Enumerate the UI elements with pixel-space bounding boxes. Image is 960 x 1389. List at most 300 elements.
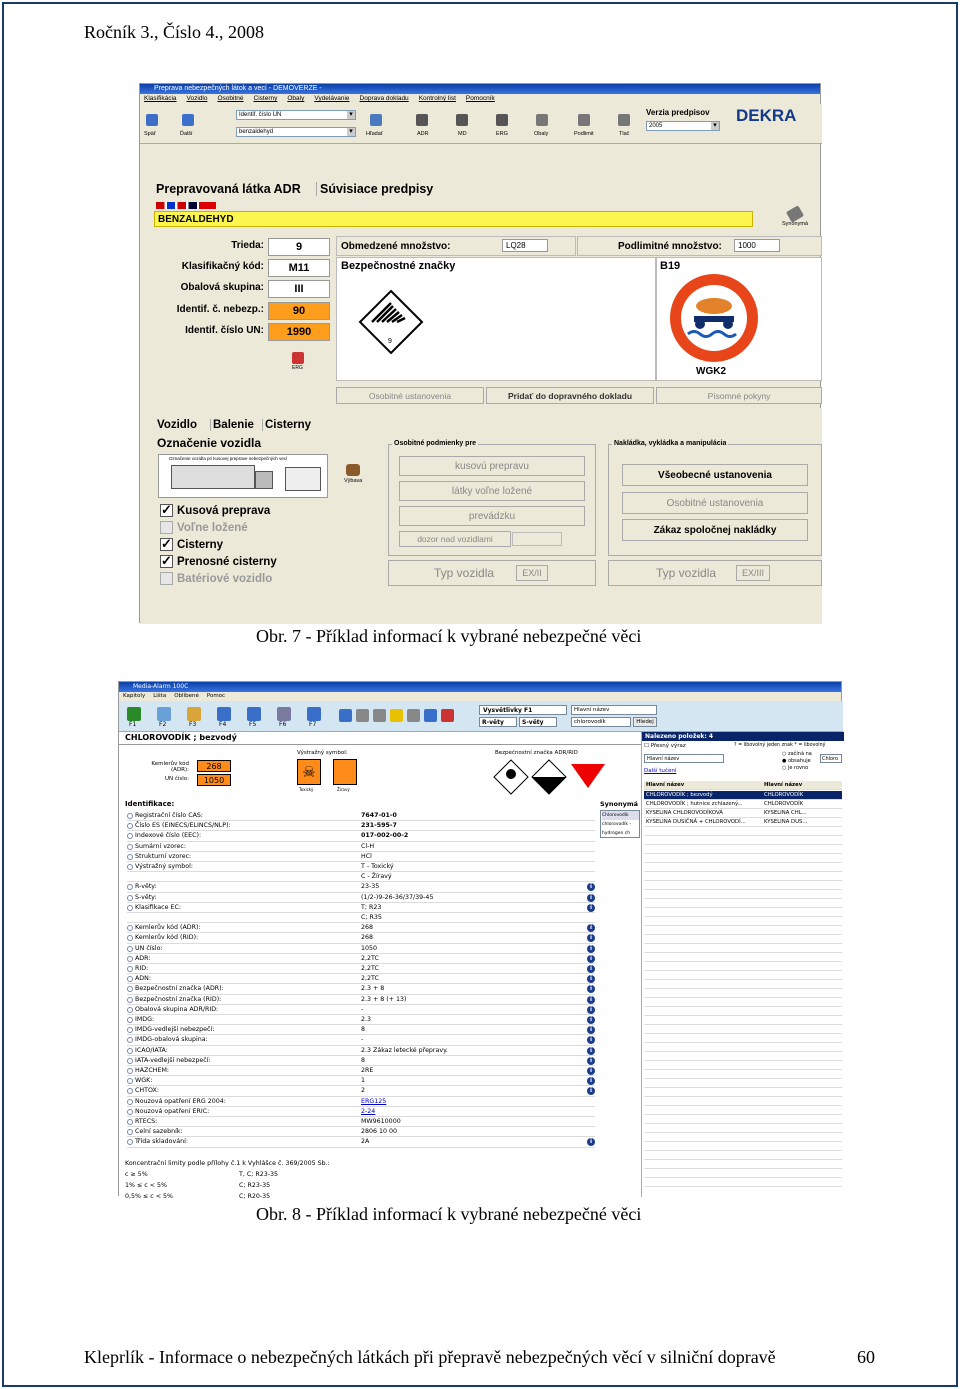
synonym-item[interactable]: chlorovodík -: [602, 822, 632, 827]
concentration-title: Koncentrační limity podle přílohy č.1 k Vyhlášce č. 369/2005 Sb.:: [125, 1160, 330, 1167]
concentration-class: T, C; R23-35: [239, 1171, 279, 1178]
tab-regulations[interactable]: Súvisiace predpisy: [316, 182, 433, 196]
toolbar-function-icon[interactable]: [157, 707, 171, 721]
toolbar-tool-icon[interactable]: [424, 709, 437, 722]
language-flags-icon[interactable]: [156, 202, 216, 209]
info-icon[interactable]: i: [587, 904, 595, 912]
toolbar-tool-icon[interactable]: [356, 709, 369, 722]
version-label: Verzia predpisov: [646, 108, 710, 117]
classification-code-value: M11: [268, 259, 330, 277]
safety-signs-label: Bezpečnostné značky: [341, 260, 456, 272]
property-label: Klasifikace EC:: [135, 903, 181, 911]
property-label: Třída skladování:: [135, 1138, 188, 1146]
podlimit-icon[interactable]: [578, 114, 590, 126]
window-title: Preprava nebezpečných látok a vecí - DEMOVERZE -: [140, 84, 820, 94]
wgk-label: WGK2: [696, 366, 726, 377]
info-icon[interactable]: i: [587, 1026, 595, 1034]
empty-result-row: [644, 1079, 842, 1088]
empty-result-row: [644, 845, 842, 854]
packaging-icon[interactable]: [536, 114, 548, 126]
property-label: Kemlerův kód (ADR):: [135, 924, 201, 932]
property-label: IMDG:: [135, 1016, 155, 1023]
result-name[interactable]: KYSELINA DUSIČNÁ + CHLOROVODÍ...: [646, 819, 746, 825]
menu-item[interactable]: Oblíbené: [174, 693, 199, 699]
bulk-button[interactable]: látky voľne ložené: [399, 481, 585, 501]
written-instructions-button[interactable]: Písomné pokyny: [656, 387, 822, 404]
magnifier-icon[interactable]: [127, 905, 133, 911]
empty-result-row: [644, 1088, 842, 1097]
tab-tanks[interactable]: Cisterny: [262, 419, 311, 431]
magnifier-icon[interactable]: [127, 935, 133, 941]
magnifier-icon[interactable]: [127, 1017, 133, 1023]
exact-expression-checkbox[interactable]: ☐ Přesný výraz: [644, 743, 686, 749]
radio-equals[interactable]: je rovno: [787, 765, 809, 771]
md-icon[interactable]: [456, 114, 468, 126]
toolbar-tool-icon[interactable]: [407, 709, 420, 722]
property-row: [127, 842, 595, 852]
search-button[interactable]: Hledej: [633, 717, 657, 727]
results-count: Nalezeno položek: 4: [642, 732, 844, 741]
magnifier-icon[interactable]: [127, 976, 133, 982]
loading-label: Nakládka, vykládka a manipulácia: [614, 440, 727, 447]
menu-item[interactable]: Kontrolný list: [418, 95, 456, 102]
magnifier-icon[interactable]: [127, 833, 133, 839]
magnifier-icon[interactable]: [127, 854, 133, 860]
result-name-alt[interactable]: CHLOROVODÍK: [764, 801, 804, 807]
property-row: [127, 1117, 595, 1127]
info-icon[interactable]: i: [587, 894, 595, 902]
synonyms-label[interactable]: Synonymá: [782, 221, 808, 227]
packing-group-value: III: [268, 280, 330, 298]
info-icon[interactable]: i: [587, 1006, 595, 1014]
checkbox-box[interactable]: [160, 555, 173, 568]
magnifier-icon[interactable]: [127, 1037, 133, 1043]
add-to-document-button[interactable]: Pridať do dopravného dokladu: [486, 387, 654, 404]
supervision-button[interactable]: dozor nad vozidlami: [399, 531, 511, 547]
print-icon[interactable]: [618, 114, 630, 126]
ex3-button[interactable]: EX/III: [736, 565, 770, 581]
vehicle-type-label-right: Typ vozidla: [656, 566, 717, 580]
limited-qty-value: LQ28: [502, 239, 548, 252]
info-icon[interactable]: i: [587, 985, 595, 993]
empty-result-row: [644, 1007, 842, 1016]
toolbar-tool-icon[interactable]: [339, 709, 352, 722]
no-entry-water-sign-icon: [668, 272, 760, 364]
magnifier-icon[interactable]: [127, 813, 133, 819]
magnifier-icon[interactable]: [127, 1078, 133, 1084]
hazard-id-value: 90: [268, 302, 330, 320]
menu-item[interactable]: Klasifikácia: [144, 95, 177, 102]
erg-book-icon[interactable]: [292, 352, 304, 364]
toolbar-function-icon[interactable]: [307, 707, 321, 721]
next-icon[interactable]: [182, 114, 194, 126]
erg-book-label[interactable]: ERG: [292, 365, 303, 371]
version-select[interactable]: 2005 ▾: [646, 121, 720, 131]
corrosive-label: Žíravý: [337, 787, 350, 792]
magnifier-icon[interactable]: [127, 956, 133, 962]
property-value: 23-35: [361, 883, 380, 891]
magnifier-icon[interactable]: [127, 1088, 133, 1094]
info-icon[interactable]: i: [587, 965, 595, 973]
menu-item[interactable]: Vozidlo: [186, 95, 208, 102]
property-value: 2,2TC: [361, 975, 379, 983]
empty-result-row: [644, 1124, 842, 1133]
info-icon[interactable]: i: [587, 883, 595, 891]
empty-result-row: [644, 863, 842, 872]
result-name-alt[interactable]: CHLOROVODÍK: [764, 792, 804, 798]
toolbar-tool-icon[interactable]: [373, 709, 386, 722]
property-row: [127, 882, 595, 892]
property-label: Indexové číslo (EEC):: [135, 832, 202, 840]
property-label: R-věty:: [135, 883, 157, 891]
podlimit-label[interactable]: Podlimit: [574, 131, 594, 137]
result-row[interactable]: [644, 818, 842, 827]
property-value: 1050: [361, 944, 378, 952]
info-icon[interactable]: i: [587, 955, 595, 963]
menu-item[interactable]: Pomocník: [465, 95, 495, 102]
search-input[interactable]: chlorovodík: [571, 717, 631, 727]
function-key-label: F2: [159, 721, 167, 728]
property-label: RID:: [135, 965, 149, 972]
radio-starts-with[interactable]: začíná na: [787, 751, 812, 757]
result-name[interactable]: KYSELINA CHLOROVODÍKOVÁ: [646, 810, 723, 816]
toolbar-function-icon[interactable]: [187, 707, 201, 721]
magnifier-icon[interactable]: [127, 823, 133, 829]
magnifier-icon[interactable]: [127, 864, 133, 870]
info-icon[interactable]: i: [587, 1057, 595, 1065]
checkbox-box[interactable]: [160, 538, 173, 551]
truck-cab-icon: [255, 471, 273, 489]
empty-result-row: [644, 1178, 842, 1187]
property-row: [127, 872, 595, 882]
toolbar-tool-icon[interactable]: [390, 709, 403, 722]
property-value: 2RE: [361, 1067, 374, 1074]
property-label: S-věty:: [135, 893, 157, 901]
result-row[interactable]: [644, 809, 842, 818]
result-row[interactable]: [644, 800, 842, 809]
magnifier-icon[interactable]: [127, 1109, 133, 1115]
toolbar: [140, 104, 822, 144]
info-icon[interactable]: i: [587, 1036, 595, 1044]
property-row: [127, 974, 595, 984]
detail-panel: [119, 732, 641, 1200]
empty-result-row: [644, 1070, 842, 1079]
class-label: Trieda:: [231, 240, 264, 251]
synonyms-panel: [596, 798, 641, 1178]
property-label: RTECS:: [135, 1118, 158, 1125]
property-label: ADN:: [135, 975, 151, 983]
menu-item[interactable]: Doprava dokladu: [359, 95, 409, 102]
magnifier-icon[interactable]: [127, 844, 133, 850]
concentration-range: c ≥ 5%: [125, 1171, 148, 1178]
search-label[interactable]: Hľadať: [366, 131, 383, 137]
magnifier-icon[interactable]: [127, 925, 133, 931]
un-number-value: 1990: [268, 323, 330, 341]
property-value: (1/2-)9-26-36/37/39-45: [361, 893, 434, 901]
info-icon[interactable]: i: [587, 934, 595, 942]
property-value: C; R35: [361, 914, 382, 921]
info-icon[interactable]: i: [587, 1016, 595, 1024]
property-row: [127, 1035, 595, 1045]
hazard-id-label: Identif. č. nebezp.:: [176, 304, 264, 315]
property-label: IMDG-vedlejší nebezpečí:: [135, 1026, 215, 1034]
menu-item[interactable]: Lišta: [153, 693, 167, 699]
tab-substance[interactable]: Prepravovaná látka ADR: [156, 182, 301, 196]
info-icon[interactable]: i: [587, 1047, 595, 1055]
vehicle-type-button-right[interactable]: [608, 560, 822, 586]
checkbox-box[interactable]: [160, 572, 173, 585]
synonyms-list[interactable]: [600, 810, 640, 838]
packaging-label[interactable]: Obaly: [534, 131, 549, 137]
more-search-link[interactable]: [644, 768, 676, 774]
info-icon[interactable]: i: [587, 996, 595, 1004]
property-row: [127, 1066, 595, 1076]
menu-item[interactable]: Cisterny: [253, 95, 278, 102]
search-results-panel: [641, 732, 843, 1197]
search-type-select[interactable]: Identif. číslo UN ▾: [236, 110, 356, 120]
menu-item[interactable]: Vydelávanie: [314, 95, 350, 102]
menu-item[interactable]: Kapitoly: [123, 693, 146, 699]
info-icon[interactable]: i: [587, 1138, 595, 1146]
adr-label[interactable]: ADR: [417, 131, 429, 137]
toolbar-function-icon[interactable]: [217, 707, 231, 721]
empty-result-row: [644, 998, 842, 1007]
property-value: 1: [361, 1077, 366, 1085]
magnifier-icon[interactable]: [127, 1007, 133, 1013]
property-row: [127, 1005, 595, 1015]
ex2-button[interactable]: EX/II: [516, 565, 548, 581]
property-row: [127, 1127, 595, 1137]
print-label[interactable]: Tlač: [619, 131, 630, 137]
empty-result-row: [644, 1052, 842, 1061]
function-key-label: F1: [129, 721, 137, 728]
info-icon[interactable]: i: [587, 1067, 595, 1075]
search-icon[interactable]: [370, 114, 382, 126]
checkbox-label: Voľne ložené: [177, 522, 248, 534]
legend-select[interactable]: Vysvětlivky F1: [479, 705, 567, 715]
empty-result-row: [644, 926, 842, 935]
toolbar-tool-icon[interactable]: [441, 709, 454, 722]
property-row: [127, 1025, 595, 1035]
empty-result-row: [644, 1133, 842, 1142]
toolbar-function-icon[interactable]: [247, 707, 261, 721]
property-value: -: [361, 1005, 364, 1013]
hazard-symbol-label: Výstražný symbol:: [297, 750, 348, 756]
special-provisions-button[interactable]: Osobitné ustanovenia: [336, 387, 484, 404]
magnifier-icon[interactable]: [127, 1129, 133, 1135]
info-icon[interactable]: i: [587, 1077, 595, 1085]
exact-expression-label: Přesný výraz: [650, 743, 686, 749]
magnifier-icon[interactable]: [127, 1048, 133, 1054]
empty-result-row: [644, 899, 842, 908]
magnifier-icon[interactable]: [127, 1139, 133, 1145]
empty-result-row: [644, 836, 842, 845]
truck-rear-icon: [285, 467, 321, 491]
property-label: Výstražný symbol:: [135, 863, 193, 870]
property-value[interactable]: ERG125: [361, 1097, 387, 1105]
footer-text: Kleprlík - Informace o nebezpečných látkách při přepravě nebezpečných věcí v silniční dopravě: [84, 1347, 776, 1367]
magnifier-icon[interactable]: [127, 1099, 133, 1105]
property-label: Bezpečnostní značka (ADR):: [135, 985, 224, 993]
mixed-loading-prohibition-button[interactable]: Zákaz spoločnej nakládky: [622, 519, 808, 541]
magnifier-icon[interactable]: [127, 946, 133, 952]
md-label[interactable]: MD: [458, 131, 467, 137]
special-loading-button[interactable]: Osobitné ustanovenia: [622, 492, 808, 514]
erg-label[interactable]: ERG: [496, 131, 508, 137]
equipment-icon[interactable]: [346, 464, 360, 476]
result-row[interactable]: [644, 791, 842, 800]
property-label: CHTOX:: [135, 1087, 159, 1095]
match-mode-radios[interactable]: ○ začíná na ● obsahuje ○ je rovno: [782, 751, 812, 771]
magnifier-icon[interactable]: [127, 884, 133, 890]
property-label: WGK:: [135, 1077, 153, 1085]
synonyms-heading: Synonymá: [600, 800, 639, 808]
checkbox-label: Cisterny: [177, 539, 224, 551]
piece-transport-button[interactable]: kusovú prepravu: [399, 456, 585, 476]
empty-result-row: [644, 1043, 842, 1052]
sub-limit-label: Podlimitné množstvo:: [618, 241, 722, 252]
back-icon[interactable]: [146, 114, 158, 126]
function-key-label: F3: [189, 721, 197, 728]
vehicle-type-checkbox[interactable]: [160, 555, 277, 570]
empty-result-row: [644, 872, 842, 881]
un-code: 1050: [197, 774, 231, 786]
info-icon[interactable]: i: [587, 1087, 595, 1095]
property-row: [127, 893, 595, 903]
magnifier-icon[interactable]: [127, 1027, 133, 1033]
vehicle-type-checkbox[interactable]: [160, 538, 223, 553]
toolbar-function-icon[interactable]: [127, 707, 141, 721]
property-row: [127, 1107, 595, 1117]
magnifier-icon[interactable]: [127, 986, 133, 992]
empty-result-row: [644, 1151, 842, 1160]
property-row: [127, 964, 595, 974]
dekra-logo: DEKRA: [736, 106, 797, 125]
tab-vehicle[interactable]: Vozidlo: [157, 419, 198, 431]
empty-result-row: [644, 1016, 842, 1025]
property-label: ICAO/IATA:: [135, 1046, 168, 1054]
property-value: 017-002-00-2: [361, 832, 409, 840]
magnifier-icon[interactable]: [127, 966, 133, 972]
supervision-field[interactable]: [512, 532, 562, 546]
property-value: 2,2TC: [361, 965, 379, 972]
info-icon[interactable]: i: [587, 924, 595, 932]
r-phrases-select[interactable]: R-věty: [479, 717, 517, 727]
empty-result-row: [644, 1061, 842, 1070]
empty-result-row: [644, 1034, 842, 1043]
identification-heading: Identifikace:: [125, 800, 175, 808]
property-row: [127, 954, 595, 964]
property-row: [127, 923, 595, 933]
vehicle-type-checkbox[interactable]: [160, 521, 248, 536]
property-value: 268: [361, 934, 374, 942]
property-row: [127, 811, 595, 821]
erg-icon[interactable]: [496, 114, 508, 126]
figure-7-caption: Obr. 7 - Příklad informací k vybrané nebezpečné věci: [256, 626, 642, 646]
general-provisions-button[interactable]: Všeobecné ustanovenia: [622, 464, 808, 486]
operation-button[interactable]: prevádzku: [399, 506, 585, 526]
property-row: [127, 852, 595, 862]
col-main-name: Hlavní název: [646, 782, 685, 788]
vehicle-type-checkbox[interactable]: [160, 572, 272, 587]
checkbox-label: Kusová preprava: [177, 505, 271, 517]
magnifier-icon[interactable]: [127, 1058, 133, 1064]
property-value[interactable]: 2-24: [361, 1107, 376, 1115]
search-field-combo[interactable]: Hlavní název: [644, 754, 724, 763]
concentration-class: C; R20-35: [239, 1193, 271, 1200]
other-search-field[interactable]: Chloro: [820, 754, 842, 763]
s-phrases-select[interactable]: S-věty: [519, 717, 557, 727]
menu-item[interactable]: Obaly: [287, 95, 305, 102]
next-label[interactable]: Ďalší: [180, 131, 193, 137]
magnifier-icon[interactable]: [127, 895, 133, 901]
result-name-alt[interactable]: KYSELINA DUS...: [764, 819, 808, 825]
menu-item[interactable]: Pomoc: [206, 693, 226, 699]
empty-result-row: [644, 1097, 842, 1106]
property-value: T - Toxický: [361, 863, 394, 870]
property-row: [127, 1056, 595, 1066]
empty-result-row: [644, 1115, 842, 1124]
vehicle-type-button-left[interactable]: [388, 560, 596, 586]
synonym-item[interactable]: hydrogen ch: [602, 831, 631, 836]
property-label: Strukturní vzorec:: [135, 852, 192, 860]
empty-result-row: [644, 962, 842, 971]
magnifier-icon[interactable]: [127, 1119, 133, 1125]
adr-icon[interactable]: [416, 114, 428, 126]
property-row: [127, 831, 595, 841]
empty-result-row: [644, 1106, 842, 1115]
magnifier-icon[interactable]: [127, 997, 133, 1003]
empty-result-row: [644, 971, 842, 980]
info-icon[interactable]: i: [587, 945, 595, 953]
property-label: Sumární vzorec:: [135, 842, 186, 850]
class-value: 9: [268, 238, 330, 256]
checkbox-box[interactable]: [160, 504, 173, 517]
synonym-item[interactable]: Chlorovodík: [602, 811, 639, 820]
info-icon[interactable]: i: [587, 975, 595, 983]
kemler-code: 268: [197, 760, 231, 772]
checkbox-box[interactable]: [160, 521, 173, 534]
empty-result-row: [644, 1169, 842, 1178]
vehicle-type-checkbox[interactable]: [160, 504, 270, 519]
property-label: Registrační číslo CAS:: [135, 812, 204, 819]
property-row: [127, 913, 595, 923]
property-value: Cl-H: [361, 842, 375, 850]
figure-8-caption: Obr. 8 - Příklad informací k vybrané nebezpečné věci: [256, 1204, 642, 1224]
tab-packaging[interactable]: Balenie: [210, 419, 254, 431]
empty-result-row: [644, 881, 842, 890]
equipment-label[interactable]: Výbava: [344, 478, 363, 484]
result-name[interactable]: CHLOROVODÍK ; hutnice zchlazený...: [646, 801, 743, 807]
radio-contains[interactable]: obsahuje: [787, 758, 811, 764]
property-label: Číslo ES (EINECS/ELINCS/NLP):: [135, 822, 231, 830]
property-value: 7647-01-0: [361, 812, 397, 819]
magnifier-icon[interactable]: [127, 1068, 133, 1074]
search-field-select[interactable]: Hlavní název: [571, 705, 657, 715]
checkbox-label: Batériové vozidlo: [177, 573, 273, 585]
result-name[interactable]: CHLOROVODÍK ; bezvodý: [646, 792, 713, 798]
concentration-range: 1% ≤ c < 5%: [125, 1182, 167, 1189]
property-row: [127, 1086, 595, 1096]
menu-item[interactable]: Osobitné: [217, 95, 244, 102]
more-search-label[interactable]: Další tučení: [644, 768, 677, 774]
search-input[interactable]: benzaldehyd ▾: [236, 127, 356, 137]
property-value: 2.3 + 8 (+ 13): [361, 995, 407, 1003]
result-name-alt[interactable]: KYSELINA CHL...: [764, 810, 807, 816]
toolbar-function-icon[interactable]: [277, 707, 291, 721]
back-label[interactable]: Späť: [144, 131, 156, 137]
toxic-icon: ☠: [297, 759, 321, 785]
